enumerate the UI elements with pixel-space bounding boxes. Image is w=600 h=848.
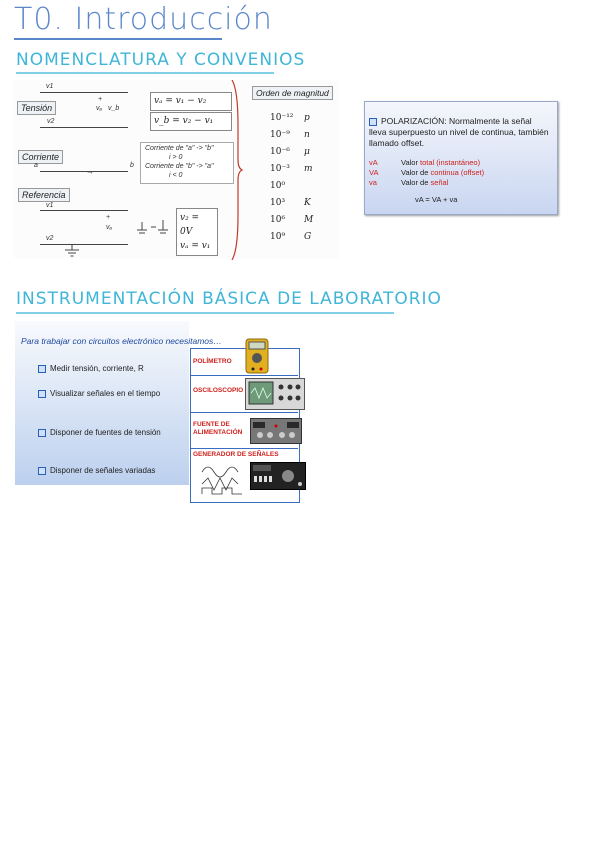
ref-v2-label: v2	[46, 235, 54, 242]
plus-sign: +	[98, 96, 103, 103]
v1-label: v1	[46, 83, 54, 90]
magnitude-row: 10⁻⁶ μ	[270, 147, 310, 157]
tension-eq1: vₐ = v₁ − v₂	[150, 92, 232, 111]
wire	[40, 244, 128, 245]
title-underline	[14, 38, 222, 40]
divider	[190, 448, 298, 449]
wire	[40, 92, 128, 93]
waveforms-icon	[200, 462, 246, 496]
bullet-icon	[38, 390, 46, 398]
tension-eq2: v_b = v₂ − v₁	[150, 112, 232, 131]
divider	[190, 412, 298, 413]
oscilloscope-icon	[245, 378, 305, 410]
instr-item: Medir tensión, corriente, R	[38, 364, 144, 373]
referencia-label: Referencia	[18, 188, 70, 202]
ground-icon	[62, 244, 82, 258]
magnitude-row: 10⁻³ m	[270, 164, 313, 174]
v2-label: v2	[47, 118, 55, 125]
magnitude-row: 10⁶ M	[270, 215, 314, 225]
magnitude-row: 10³ K	[270, 198, 311, 208]
instr-item: Disponer de fuentes de tensión	[38, 428, 161, 437]
wire	[40, 171, 128, 172]
magnitude-row: 10⁰	[270, 181, 286, 191]
corriente-box	[140, 142, 234, 184]
instrumentation-intro: Para trabajar con circuitos electrónico necesitamos…	[21, 336, 222, 346]
magnitude-table	[270, 110, 330, 246]
page-title: T0. Introducción	[14, 2, 273, 37]
magnitude-row: 10⁹ G	[270, 232, 312, 242]
section-heading-nomenclatura: NOMENCLATURA Y CONVENIOS	[16, 50, 306, 70]
corr-line2b: i < 0	[169, 172, 183, 179]
instrument-label: POLÍMETRO	[193, 358, 232, 365]
arrow-right-icon: →	[86, 167, 94, 176]
polarizacion-box	[364, 101, 558, 215]
va-label: vₐ	[96, 105, 103, 112]
brace-divider	[228, 80, 244, 260]
pol-formula: vA = VA + va	[415, 195, 458, 204]
section-heading-instrumentacion: INSTRUMENTACIÓN BÁSICA DE LABORATORIO	[16, 289, 442, 309]
section-underline	[16, 312, 394, 314]
instrument-label: OSCILOSCOPIO	[193, 387, 244, 394]
signal-generator-icon	[250, 462, 306, 490]
wire	[40, 127, 128, 128]
bullet-icon	[38, 365, 46, 373]
instr-item: Visualizar señales en el tiempo	[38, 389, 160, 398]
bullet-icon	[369, 118, 377, 126]
wire	[40, 210, 128, 211]
pol-row: VA Valor de continua (offset)	[369, 168, 485, 177]
ref-va-label: vₐ	[106, 224, 113, 231]
tension-label: Tensión	[17, 101, 56, 115]
divider	[190, 375, 298, 376]
node-b-label: b	[130, 162, 134, 169]
instr-item: Disponer de señales variadas	[38, 466, 155, 475]
corr-line1b: i > 0	[169, 154, 183, 161]
ground-equals-icon	[136, 218, 172, 240]
multimeter-icon	[245, 338, 269, 374]
corr-line1: Corriente de "a" -> "b"	[145, 145, 214, 152]
section-underline	[16, 72, 274, 74]
node-a-label: a	[34, 162, 38, 169]
vb-label: v_b	[108, 105, 120, 112]
ref-eq2: vₐ = v₁	[180, 241, 211, 251]
polarizacion-text: POLARIZACIÓN: Normalmente la señal lleva superpuesto un nivel de continua, también llamado offset.	[369, 116, 549, 148]
ref-v1-label: v1	[46, 202, 54, 209]
magnitude-title: Orden de magnitud	[252, 86, 333, 100]
corriente-label: Corriente	[18, 150, 63, 164]
instrument-label: FUENTE DE ALIMENTACIÓN	[193, 421, 243, 436]
bullet-icon	[38, 467, 46, 475]
magnitude-row: 10⁻¹² p	[270, 113, 310, 123]
instrument-label: GENERADOR DE SEÑALES	[193, 451, 279, 458]
ref-eq1: v₂ = 0V	[180, 213, 200, 237]
pol-row: va Valor de señal	[369, 178, 449, 187]
pol-row: vA Valor total (instantáneo)	[369, 158, 481, 167]
ref-plus: +	[106, 214, 111, 221]
power-supply-icon	[250, 418, 302, 444]
ref-eqs	[176, 208, 218, 256]
magnitude-row: 10⁻⁹ n	[270, 130, 310, 140]
corr-line2: Corriente de "b" -> "a"	[145, 163, 214, 170]
bullet-icon	[38, 429, 46, 437]
